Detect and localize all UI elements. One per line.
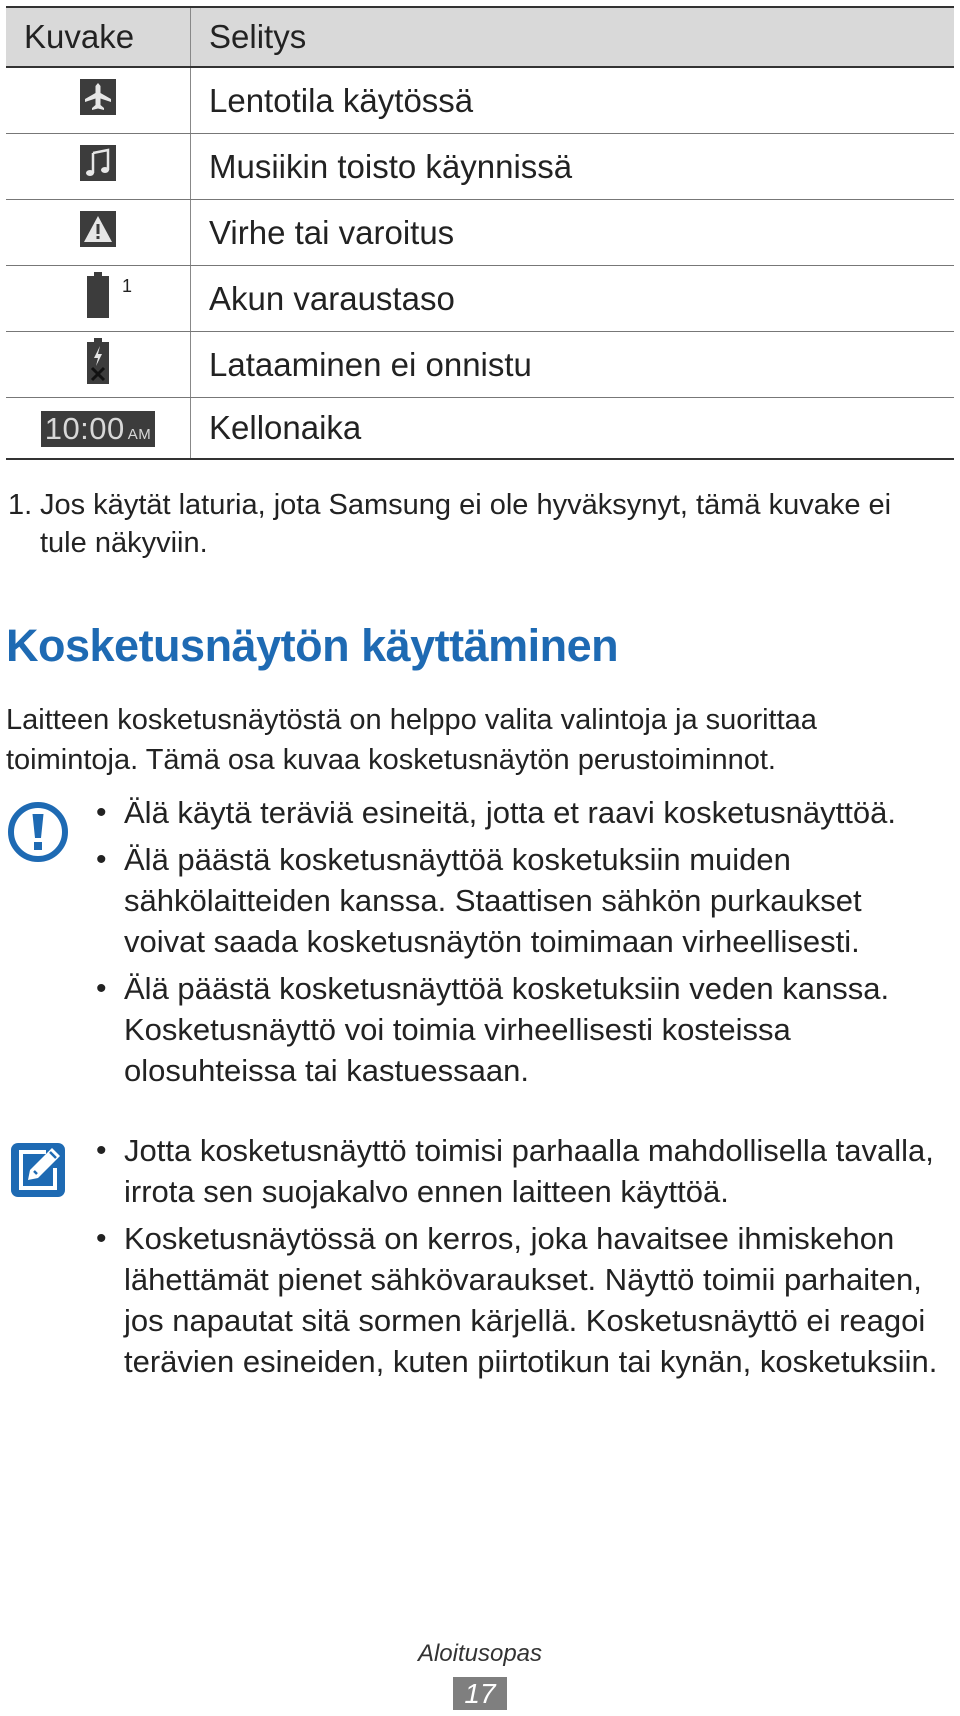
header-description-column: Selitys (191, 7, 955, 67)
clock-icon (41, 411, 156, 447)
table-row (6, 332, 954, 398)
note-pencil-icon (6, 1138, 70, 1207)
clock-time: 10:00 (44, 411, 125, 446)
icon-cell (6, 266, 191, 332)
footnote-text: Jos käytät laturia, jota Samsung ei ole hyväksynyt, tämä kuvake ei tule näkyviin. (40, 489, 892, 559)
table-cell-description: Lentotila käytössä (191, 67, 955, 134)
warning-notice (6, 792, 951, 1097)
table-cell-description: Kellonaika (191, 398, 955, 460)
section-intro: Laitteen kosketusnäytöstä on helppo valita valintoja ja suorittaa toimintoja. Tämä osa kuvaa kosketusnäytön perustoiminnot. (6, 704, 817, 776)
list-item: • Kosketusnäytössä on kerros, joka havaitsee ihmiskehon lähettämät pienet sähkövaraukset. Näyttö toimii parhaiten, jos napautat sitä sormen kärjellä. Kosketusnäyttö ei reagoi terävien esineiden, kuten piirtotikun tai kynän, kosketuksiin. (124, 1218, 951, 1382)
footnote (8, 486, 938, 562)
icon-cell (6, 200, 191, 266)
warning-triangle-icon (80, 211, 116, 255)
exclamation-circle-icon (6, 800, 70, 869)
footnote-reference: 1 (122, 276, 133, 296)
icon-cell (6, 398, 191, 460)
list-item: • Jotta kosketusnäyttö toimisi parhaalla mahdollisella tavalla, irrota sen suojakalvo ennen laitteen käyttöä. (124, 1130, 951, 1212)
battery-icon (86, 272, 110, 326)
clock-ampm: AM (127, 426, 152, 443)
note-list (6, 1130, 951, 1382)
icon-cell (6, 134, 191, 200)
table-cell-description: Virhe tai varoitus (191, 200, 955, 266)
table-row (6, 200, 954, 266)
footnote-number: 1. (8, 489, 33, 521)
charging-failed-icon (86, 338, 110, 392)
table-cell-description: Musiikin toisto käynnissä (191, 134, 955, 200)
icon-cell (6, 332, 191, 398)
table-row (6, 67, 954, 134)
table-row (6, 134, 954, 200)
airplane-mode-icon (80, 79, 116, 123)
header-icon-column: Kuvake (6, 7, 191, 67)
music-note-icon (80, 145, 116, 189)
list-item: • Älä päästä kosketusnäyttöä kosketuksiin muiden sähkölaitteiden kanssa. Staattisen sähkön purkaukset voivat saada kosketusnäytön toimimaan virheellisesti. (124, 839, 951, 962)
status-icon-table (6, 6, 954, 460)
page-number: 17 (453, 1677, 507, 1710)
section-title: Kosketusnäytön käyttäminen (6, 620, 619, 671)
list-item: • Älä käytä teräviä esineitä, jotta et raavi kosketusnäyttöä. (124, 792, 951, 833)
table-row (6, 398, 954, 460)
table-row (6, 266, 954, 332)
list-item: • Älä päästä kosketusnäyttöä kosketuksiin veden kanssa. Kosketusnäyttö voi toimia virheellisesti kosteissa olosuhteissa tai kastuessaan. (124, 968, 951, 1091)
icon-cell (6, 67, 191, 134)
footer-chapter-label: Aloitusopas (417, 1640, 543, 1667)
table-cell-description: Lataaminen ei onnistu (191, 332, 955, 398)
table-cell-description: Akun varaustaso (191, 266, 955, 332)
note-notice (6, 1130, 951, 1388)
warning-list (6, 792, 951, 1091)
table-header-row (6, 7, 954, 67)
